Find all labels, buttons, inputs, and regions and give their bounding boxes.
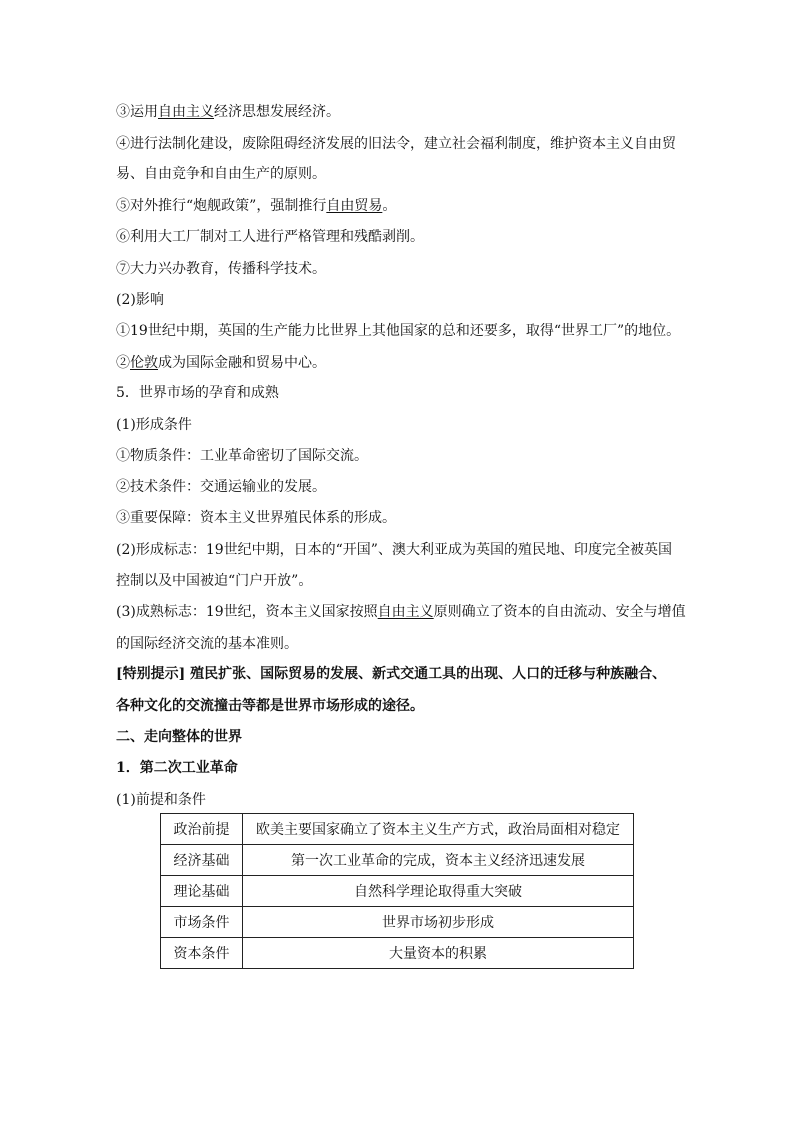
text-line [116,102,686,122]
text-line [116,571,686,591]
text-segment: 5．世界市场的孕育和成熟 [116,385,279,401]
table-row [161,845,634,876]
text-segment: 经济思想发展经济。 [214,104,340,120]
text-line [116,634,686,654]
text-segment: ⑤对外推行“炮舰政策”，强制推行 [116,198,327,214]
text-segment: 原则确立了资本的自由流动、安全与增值 [433,604,686,620]
text-segment: 的国际经济交流的基本准则。 [116,636,298,652]
text-line [116,259,686,279]
text-line [116,602,686,622]
text-line [116,290,686,310]
table-cell-key: 资本条件 [161,938,243,969]
text-segment: ⑦大力兴办教育，传播科学技术。 [116,261,326,277]
underlined-term: 自由主义 [158,104,214,120]
text-segment: [特别提示] [116,666,186,682]
table-row [161,814,634,845]
text-segment: 成为国际金融和贸易中心。 [158,355,326,371]
text-segment: 二、走向整体的世界 [116,729,242,745]
special-tip [116,664,686,684]
text-segment: (2)形成标志：19世纪中期，日本的“开国”、澳大利亚成为英国的殖民地、印度完全被英国 [116,542,672,558]
table-cell-value: 大量资本的积累 [243,938,634,969]
text-segment: 易、自由竞争和自由生产的原则。 [116,166,326,182]
text-line [116,540,686,560]
text-segment: 1．第二次工业革命 [116,760,238,776]
section-heading [116,383,686,403]
table-cell-value: 第一次工业革命的完成，资本主义经济迅速发展 [243,845,634,876]
text-segment: ②技术条件：交通运输业的发展。 [116,479,326,495]
table-cell-key: 经济基础 [161,845,243,876]
table-cell-value: 欧美主要国家确立了资本主义生产方式，政治局面相对稳定 [243,814,634,845]
text-line [116,477,686,497]
underlined-term: 自由贸易 [326,198,383,214]
text-line [116,508,686,528]
text-segment: 。 [382,198,397,214]
text-line [116,446,686,466]
table-row [161,938,634,969]
text-segment: (3)成熟标志：19世纪，资本主义国家按照 [116,604,378,620]
text-line [116,415,686,435]
text-line [116,353,686,373]
text-line [116,790,686,810]
underlined-term: 伦敦 [130,355,158,371]
table-cell-key: 市场条件 [161,907,243,938]
table-cell-value: 世界市场初步形成 [243,907,634,938]
special-tip [116,696,686,716]
table-row [161,907,634,938]
table-cell-key: 政治前提 [161,814,243,845]
text-line [116,321,686,341]
text-segment: ② [116,355,130,371]
text-line [116,164,686,184]
text-line [116,227,686,247]
text-segment: ③重要保障：资本主义世界殖民体系的形成。 [116,510,396,526]
text-line [116,134,686,154]
text-segment: 殖民扩张、国际贸易的发展、新式交通工具的出现、人口的迁移与种族融合、 [185,666,667,682]
text-segment: 控制以及中国被迫“门户开放”。 [116,573,313,589]
text-segment: ④进行法制化建设，废除阻碍经济发展的旧法令，建立社会福利制度，维护资本主义自由贸 [116,136,676,152]
table-row [161,876,634,907]
text-segment: (2)影响 [116,292,164,308]
premise-conditions-table [160,813,634,969]
text-segment: ③运用 [116,104,158,120]
table-cell-key: 理论基础 [161,876,243,907]
section-heading [116,727,686,747]
text-segment: ⑥利用大工厂制对工人进行严格管理和残酷剥削。 [116,229,424,245]
subsection-heading [116,758,686,778]
text-segment: ①物质条件：工业革命密切了国际交流。 [116,448,368,464]
text-segment: 各种文化的交流撞击等都是世界市场形成的途径。 [116,698,424,714]
text-line [116,196,686,216]
underlined-term: 自由主义 [377,604,434,620]
text-segment: ①19世纪中期，英国的生产能力比世界上其他国家的总和还要多，取得“世界工厂”的地位。 [116,323,681,339]
text-segment: (1)形成条件 [116,417,192,433]
text-segment: (1)前提和条件 [116,792,206,808]
table-cell-value: 自然科学理论取得重大突破 [243,876,634,907]
